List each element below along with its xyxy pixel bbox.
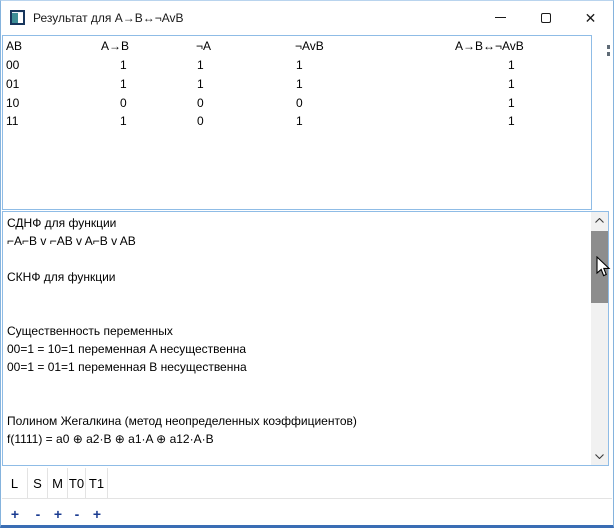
result-line-blank	[7, 250, 588, 268]
cell-ab: 00	[6, 58, 20, 72]
property-value-t0: -	[74, 506, 80, 522]
result-line-blank	[7, 394, 588, 412]
title-bar[interactable]	[1, 1, 613, 34]
cell-value: 1	[508, 77, 515, 91]
result-line-essential-title: Существенность переменных	[7, 324, 173, 338]
cell-value: 0	[296, 96, 303, 110]
result-line-blank	[7, 376, 588, 394]
result-line-sknf-title: СКНФ для функции	[7, 270, 116, 284]
cell-value: 0	[197, 96, 204, 110]
results-text	[7, 214, 588, 448]
result-line-zhegalkin-title: Полином Жегалкина (метод неопределенных коэффициентов)	[7, 414, 357, 428]
result-line-essential-b: 00=1 = 01=1 переменная B несущественна	[7, 360, 247, 374]
result-line-sdnf-formula: ⌐A⌐B v ⌐AB v A⌐B v AB	[7, 234, 136, 248]
cell-value: 1	[296, 77, 303, 91]
column-header-s[interactable]: S	[28, 468, 48, 498]
truth-table-header-row[interactable]	[5, 38, 589, 56]
result-line-sdnf-title: СДНФ для функции	[7, 216, 117, 230]
chevron-down-icon	[595, 454, 604, 459]
result-line-blank	[7, 304, 588, 322]
result-line-blank	[7, 286, 588, 304]
column-header-t1[interactable]: T1	[86, 468, 108, 498]
cell-value: 1	[296, 58, 303, 72]
truth-table[interactable]	[2, 35, 592, 210]
window-title: Результат для A→B↔¬AvB	[33, 10, 184, 25]
app-icon-highlight	[12, 12, 23, 13]
close-button[interactable]	[568, 1, 613, 34]
close-icon: ✕	[584, 9, 597, 26]
column-header-not-a-or-b[interactable]: ¬AvB	[295, 39, 324, 53]
vertical-scrollbar[interactable]	[591, 212, 608, 465]
table-row[interactable]	[5, 76, 589, 94]
cell-value: 1	[120, 58, 127, 72]
result-line-zhegalkin-formula: f(1111) = a0 ⊕ a2·B ⊕ a1·A ⊕ a12·A·B	[7, 432, 214, 446]
cell-value: 0	[197, 114, 204, 128]
cell-ab: 01	[6, 77, 20, 91]
window-controls	[478, 1, 613, 34]
maximize-icon	[541, 13, 551, 23]
column-header-equivalence[interactable]: A→B↔¬AvB	[455, 39, 524, 53]
column-header-m[interactable]: M	[48, 468, 68, 498]
minimize-icon	[495, 17, 506, 18]
property-value-m: +	[53, 506, 63, 522]
maximize-button[interactable]	[523, 1, 568, 34]
table-row[interactable]	[5, 113, 589, 131]
cell-value: 1	[296, 114, 303, 128]
properties-value-row[interactable]	[2, 506, 612, 522]
cell-ab: 11	[6, 114, 19, 128]
cell-value: 1	[120, 77, 127, 91]
results-textbox[interactable]	[2, 211, 609, 466]
property-value-t1: +	[92, 506, 102, 522]
table-row[interactable]	[5, 57, 589, 75]
cell-value: 1	[120, 114, 127, 128]
column-header-not-a[interactable]: ¬A	[196, 39, 212, 53]
edge-scroll-marks	[607, 45, 610, 58]
table-row[interactable]	[5, 95, 589, 113]
cell-value: 1	[508, 58, 515, 72]
cell-ab: 10	[6, 96, 20, 110]
app-icon[interactable]	[10, 10, 25, 25]
column-header-t0[interactable]: T0	[68, 468, 86, 498]
cell-value: 0	[120, 96, 127, 110]
property-value-l: +	[10, 506, 20, 522]
scroll-down-button[interactable]	[591, 448, 608, 465]
column-header-implication[interactable]: A→B	[101, 39, 130, 53]
result-line-essential-a: 00=1 = 10=1 переменная A несущественна	[7, 342, 246, 356]
chevron-up-icon	[595, 218, 604, 223]
properties-table[interactable]	[2, 468, 612, 524]
app-icon-fill	[12, 13, 18, 23]
scrollbar-thumb[interactable]	[591, 231, 608, 303]
minimize-button[interactable]	[478, 1, 523, 34]
column-header-ab[interactable]: AB	[6, 39, 23, 53]
properties-header-row	[2, 468, 612, 499]
cell-value: 1	[508, 96, 515, 110]
cell-value: 1	[197, 77, 204, 91]
cell-value: 1	[508, 114, 515, 128]
cell-value: 1	[197, 58, 204, 72]
scroll-up-button[interactable]	[591, 212, 608, 229]
column-header-l[interactable]: L	[2, 468, 28, 498]
property-value-s: -	[35, 506, 41, 522]
